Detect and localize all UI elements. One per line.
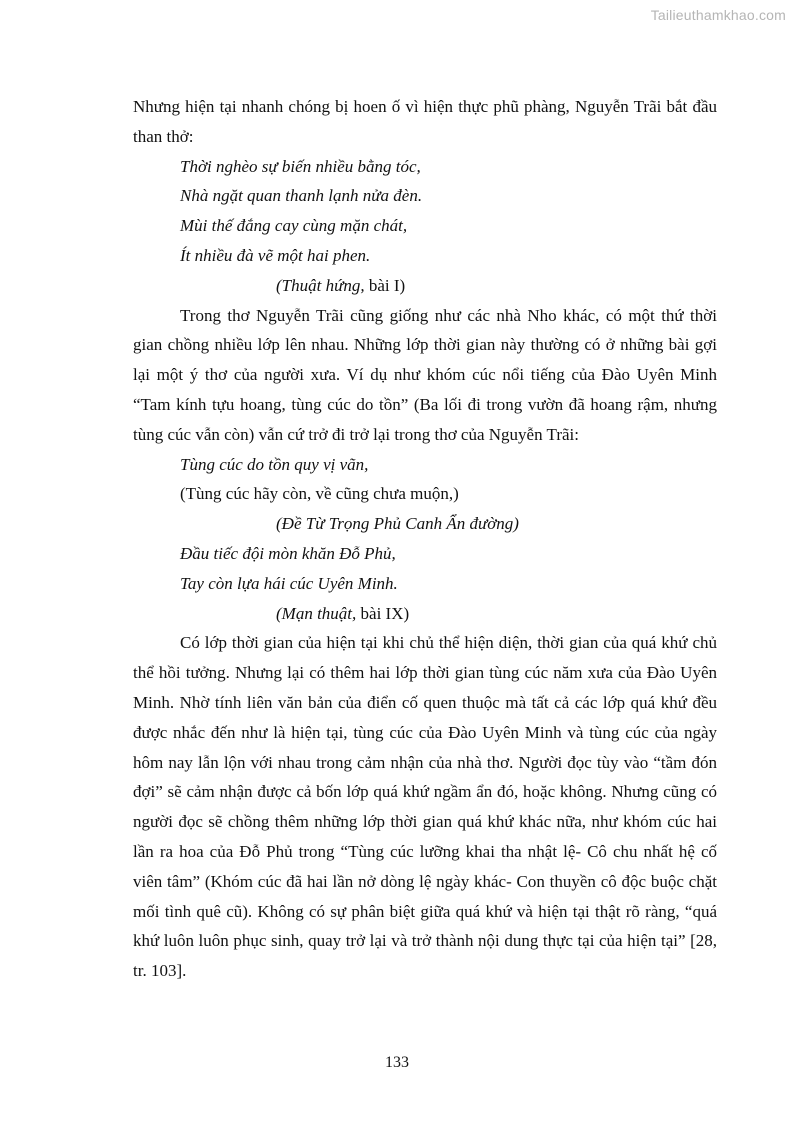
verse-line: Mùi thế đắng cay cùng mặn chát, <box>180 216 408 236</box>
page-body <box>133 92 717 986</box>
citation-title: (Mạn thuật, <box>276 603 357 623</box>
citation-man-thuat <box>133 599 717 629</box>
verse-line: Nhà ngặt quan thanh lạnh nửa đèn. <box>180 186 423 206</box>
paragraph-layers: Trong thơ Nguyễn Trãi cũng giống như các nhà Nho khác, có một thứ thời gian chồng nhiều lớp lên nhau. Những lớp thời gian này thường có ở những bài gợi lại một ý thơ của người xưa. Ví dụ như khóm cúc nổi tiếng của Đào Uyên Minh “Tam kính tựu hoang, tùng cúc do tồn” (Ba lối đi trong vườn đã hoang rậm, nhưng tùng cúc vẫn còn) vẫn cứ trở đi trở lại trong thơ của Nguyễn Trãi: <box>133 305 717 444</box>
verse-line: Thời nghèo sự biến nhiều bằng tóc, <box>180 156 421 176</box>
paragraph-analysis: Có lớp thời gian của hiện tại khi chủ thể hiện diện, thời gian của quá khứ chủ thể hồi tưởng. Nhưng lại có thêm hai lớp thời gian tùng cúc năm xưa của Đào Uyên Minh. Nhờ tính liên văn bản của điển cố quen thuộc mà tất cả các lớp quá khứ đều được nhắc đến như là hiện tại, tùng cúc của Đào Uyên Minh và tùng cúc của ngày hôm nay lẫn lộn với nhau trong cảm nhận của nhà thơ. Người đọc tùy vào “tầm đón đợi” sẽ cảm nhận được cả bốn lớp quá khứ ngầm ẩn đó, hoặc không. Nhưng cũng có người đọc sẽ chồng thêm những lớp thời gian quá khứ khác nữa, như khóm cúc hai lần ra hoa của Đỗ Phủ trong “Tùng cúc lưỡng khai tha nhật lệ- Cô chu nhất hệ cố viên tâm” (Khóm cúc đã hai lần nở dòng lệ ngày khác- Con thuyền cô độc buộc chặt mối tình quê cũ). Không có sự phân biệt giữa quá khứ và hiện tại thật rõ ràng, “quá khứ luôn luôn phục sinh, quay trở lại và trở thành nội dung thực tại của hiện tại” [28, tr. 103]. <box>133 633 717 981</box>
verse-translation: (Tùng cúc hãy còn, về cũng chưa muộn,) <box>180 484 459 504</box>
poem-thuat-hung <box>133 152 717 271</box>
verse-line: Tay còn lựa hái cúc Uyên Minh. <box>180 573 398 593</box>
citation-thuat-hung <box>133 271 717 301</box>
citation-de-tu-trong-phu: (Đề Từ Trọng Phủ Canh Ẩn đường) <box>276 514 519 534</box>
verse-line: Đầu tiếc đội mòn khăn Đỗ Phủ, <box>180 543 396 563</box>
verse-line: Ít nhiều đà vẽ một hai phen. <box>180 245 371 265</box>
paragraph-intro: Nhưng hiện tại nhanh chóng bị hoen ố vì hiện thực phũ phàng, Nguyễn Trãi bắt đầu than thở: <box>133 97 717 146</box>
verse-line: Tùng cúc do tồn quy vị vãn, <box>180 454 369 474</box>
citation-title: (Thuật hứng, <box>276 275 365 295</box>
page-number: 133 <box>385 1054 409 1071</box>
citation-detail: bài IX) <box>356 603 410 623</box>
watermark: Tailieuthamkhao.com <box>650 7 786 23</box>
citation-detail: bài I) <box>364 275 406 295</box>
